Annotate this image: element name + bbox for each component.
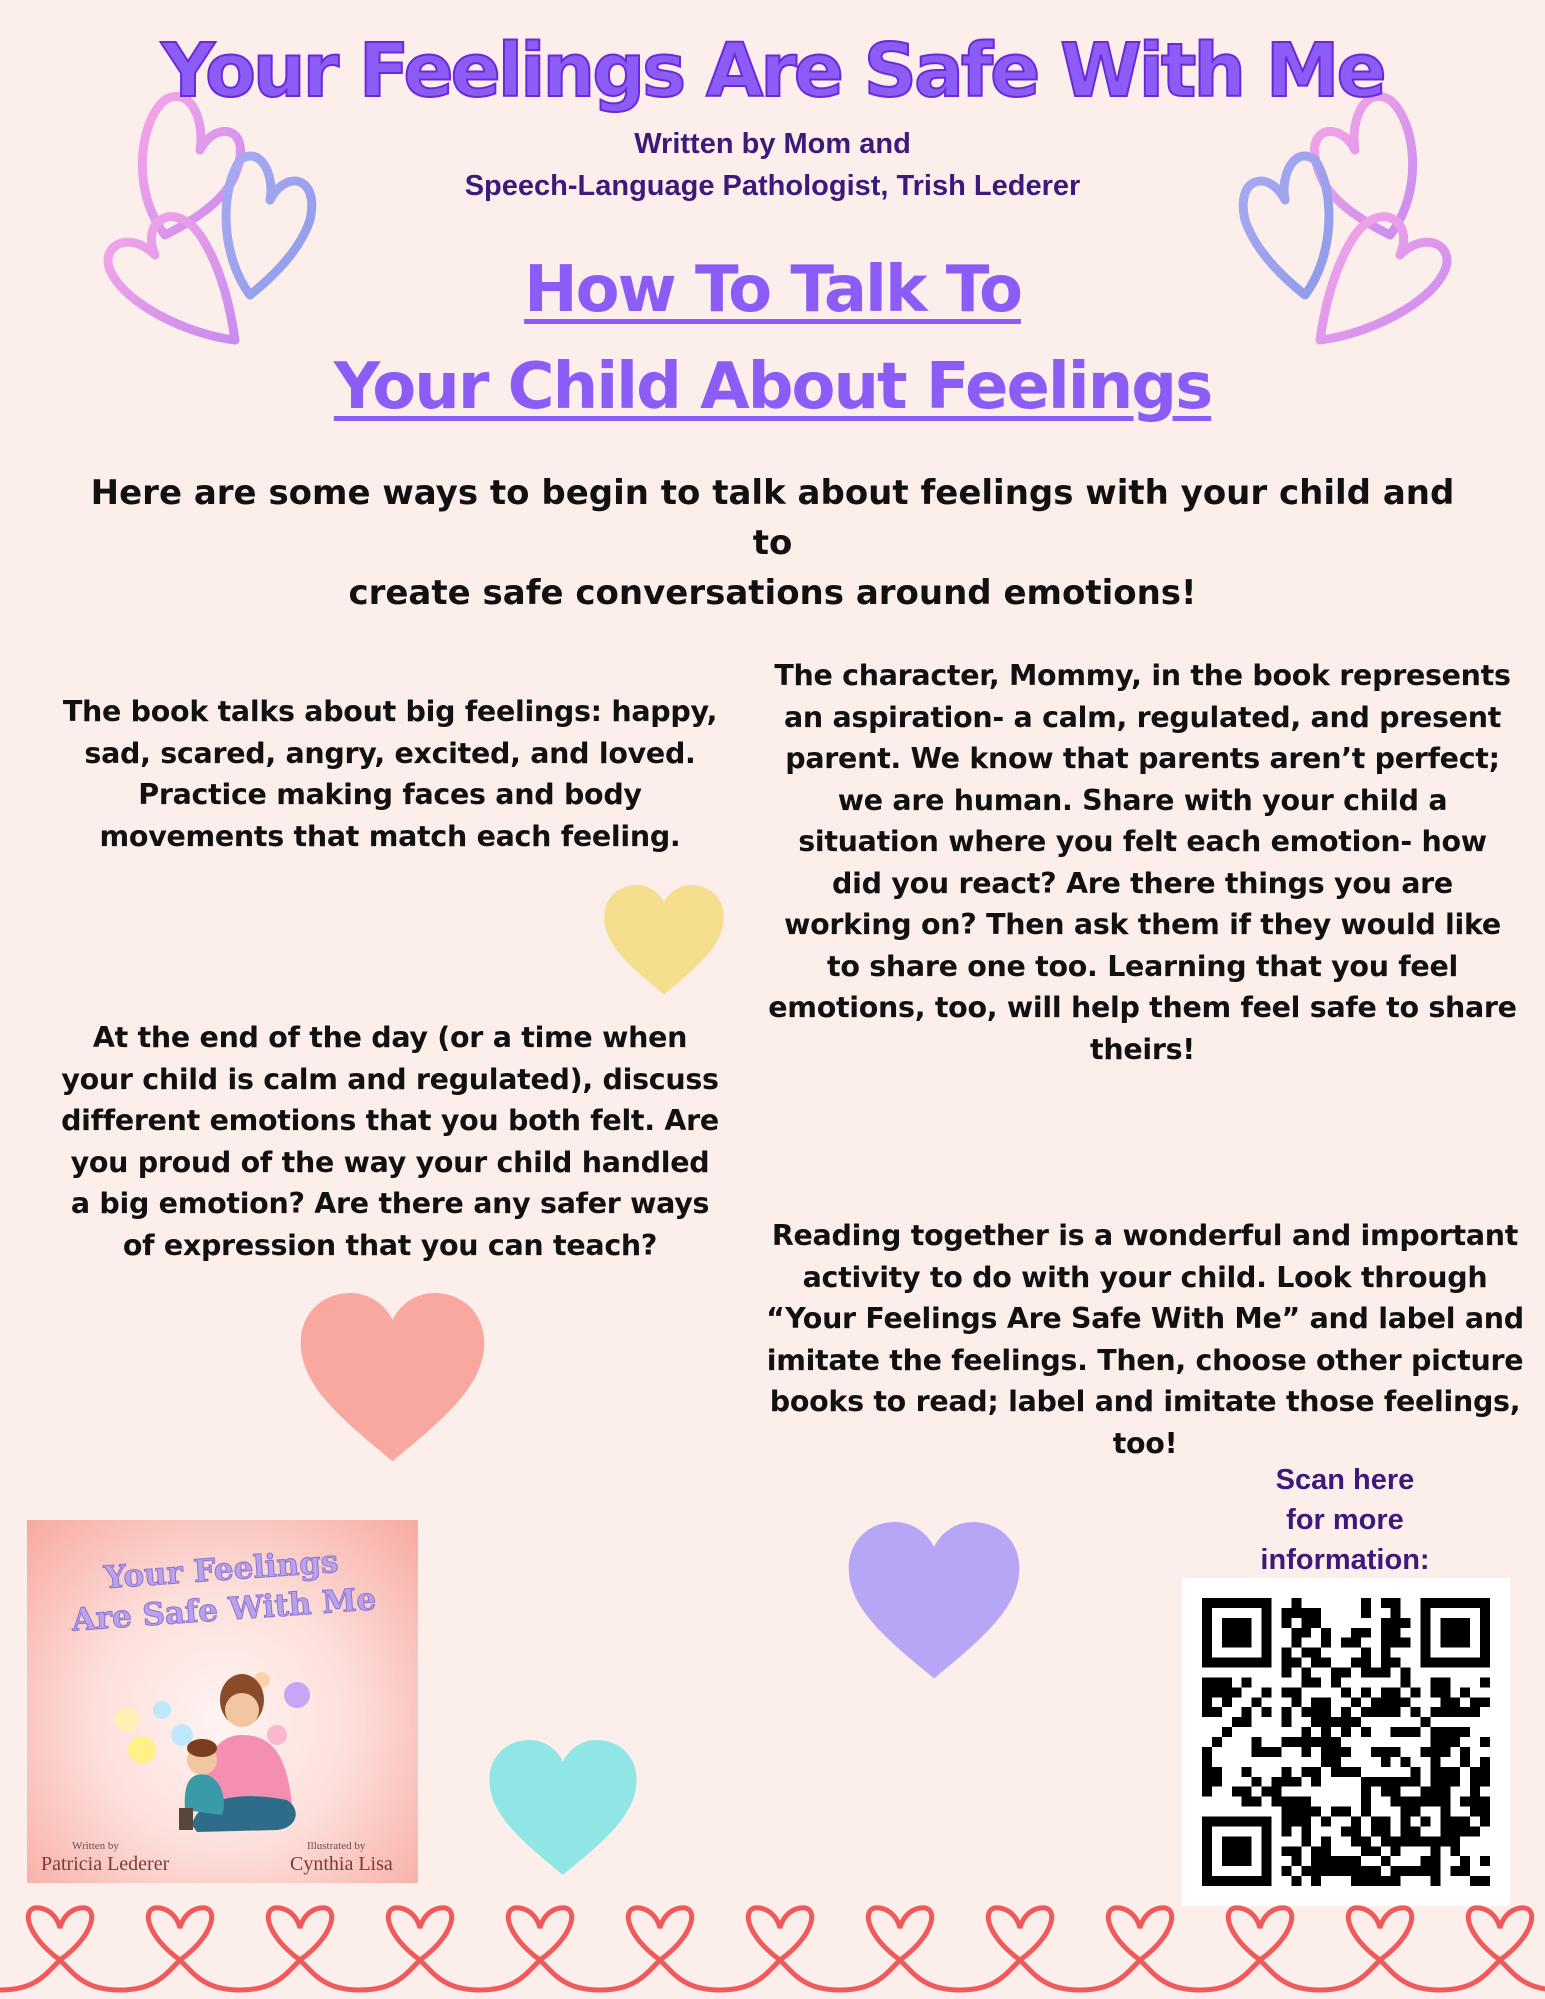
qr-caption — [1225, 1460, 1465, 1580]
tip-line: movements that match each feeling. — [99, 819, 681, 853]
heart-icon — [485, 1740, 641, 1878]
page-title: Your Feelings Are Safe With Me — [161, 28, 1384, 114]
qr-caption-line: Scan here — [1275, 1464, 1415, 1496]
tip-line: The book talks about big feelings: happy, — [62, 695, 718, 728]
section-heading-line-1: How To Talk To — [524, 253, 1021, 327]
tip-line: to share one too. Learning that you feel — [827, 949, 1458, 983]
intro-line: create safe conversations around emotions! — [348, 573, 1197, 613]
qr-caption-line: for more — [1286, 1504, 1404, 1536]
tip-line: activity to do with your child. Look through — [802, 1260, 1488, 1294]
tip-reading-together — [765, 1215, 1525, 1464]
book-cover-title — [27, 1536, 418, 1643]
tip-line: we are human. Share with your child a — [837, 783, 1448, 817]
heart-icon — [843, 1522, 1025, 1682]
book-cover-image — [27, 1520, 418, 1883]
tip-line: an aspiration- a calm, regulated, and present — [783, 700, 1502, 734]
byline-role: Speech-Language Pathologist, Trish Lederer — [464, 170, 1081, 202]
book-cover-illustration — [87, 1640, 357, 1840]
heart-icon — [295, 1293, 490, 1465]
tip-mommy-character — [765, 655, 1520, 1070]
tip-line: working on? Then ask them if they would like — [784, 908, 1501, 941]
tip-line: imitate the feelings. Then, choose other picture — [766, 1343, 1524, 1377]
heart-loop-line — [0, 1908, 1545, 1990]
qr-code[interactable] — [1202, 1598, 1490, 1886]
tip-line: of expression that you can teach? — [122, 1228, 658, 1262]
tip-line: theirs! — [1090, 1032, 1195, 1066]
section-heading-line-2: Your Child About Feelings — [333, 350, 1212, 424]
tip-end-of-day — [60, 1017, 720, 1266]
intro-line: Here are some ways to begin to talk about feelings with your child and to — [90, 473, 1455, 563]
book-cover-illustrator: Cynthia Lisa — [290, 1853, 393, 1875]
tip-big-feelings — [60, 691, 720, 857]
tip-line: you proud of the way your child handled — [70, 1145, 710, 1179]
heart-icon — [600, 885, 728, 997]
tip-line: did you react? Are there things you are — [832, 866, 1453, 900]
book-cover-title-line: Your Feelings — [102, 1543, 340, 1597]
tip-line: Reading together is a wonderful and important — [771, 1219, 1519, 1252]
book-cover-author: Patricia Lederer — [41, 1853, 170, 1875]
tip-line: situation where you felt each emotion- how — [798, 825, 1487, 858]
tip-line: too! — [1112, 1426, 1178, 1460]
intro-text — [80, 468, 1465, 618]
tip-line: “Your Feelings Are Safe With Me” and label and — [766, 1302, 1524, 1335]
tip-line: sad, scared, angry, excited, and loved. — [84, 736, 696, 770]
tip-line: different emotions that you both felt. Are — [61, 1104, 719, 1137]
tip-line: emotions, too, will help them feel safe to share — [768, 991, 1517, 1024]
tip-line: books to read; label and imitate those feelings, — [769, 1385, 1521, 1418]
tip-line: parent. We know that parents aren’t perfect; — [785, 742, 1500, 775]
tip-line: your child is calm and regulated), discuss — [61, 1062, 719, 1096]
tip-line: At the end of the day (or a time when — [92, 1021, 688, 1054]
book-cover-title-line: Are Safe With Me — [70, 1581, 378, 1639]
tip-line: The character, Mommy, in the book represents — [774, 659, 1511, 692]
byline-author: Written by Mom and — [634, 128, 911, 160]
book-cover-illustrated-by: Illustrated by — [307, 1840, 366, 1852]
book-cover-written-by: Written by — [72, 1840, 119, 1852]
tip-line: a big emotion? Are there any safer ways — [70, 1187, 710, 1220]
bottom-heart-border — [0, 1900, 1545, 1999]
tip-line: Practice making faces and body — [138, 778, 642, 811]
qr-caption-line: information: — [1260, 1544, 1430, 1576]
